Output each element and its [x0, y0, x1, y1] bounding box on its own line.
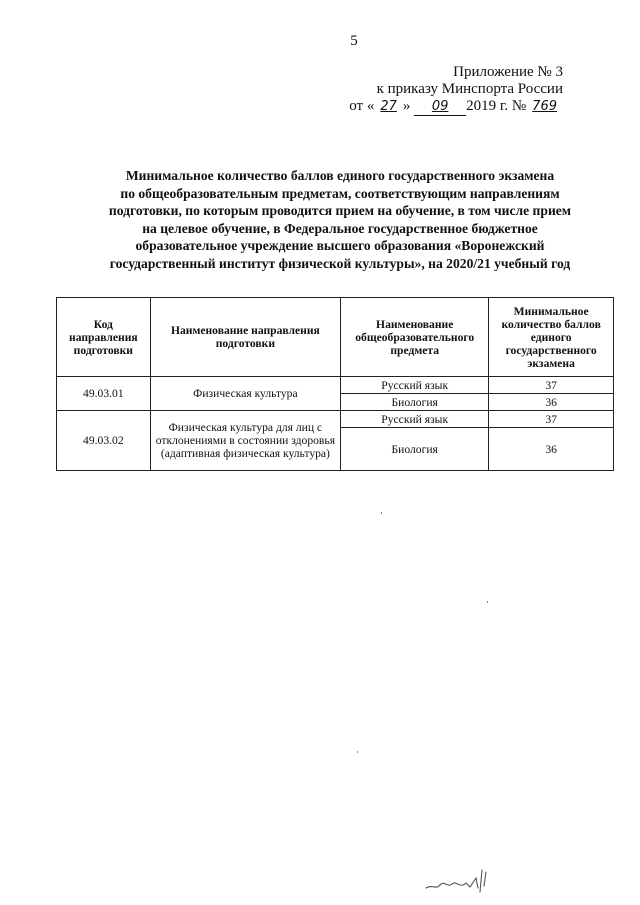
appendix-line-2: к приказу Минспорта России — [376, 81, 563, 97]
date-mid: » — [402, 98, 411, 114]
signature-scribble — [424, 866, 494, 894]
direction-name: Физическая культура для лиц с отклонениями в состоянии здоровья (адаптивная физическая культура) — [150, 411, 340, 471]
title-line: Минимальное количество баллов единого государственного экзамена — [125, 168, 555, 183]
header-direction-name: Наименование направления подготовки — [150, 298, 340, 377]
table-row — [57, 377, 614, 394]
document-title — [60, 167, 620, 273]
table-row — [57, 411, 614, 428]
date-day-handwritten: 27 — [380, 99, 397, 114]
scan-speck — [357, 751, 358, 753]
table-header-row — [57, 298, 614, 377]
min-score: 36 — [489, 428, 614, 471]
scan-speck — [381, 512, 382, 514]
header-code: Код направления подготовки — [57, 298, 151, 377]
date-month-handwritten: 09 — [431, 99, 449, 114]
title-line: по общеобразовательным предметам, соответствующим направлениям — [120, 185, 560, 201]
subject-name: Русский язык — [341, 377, 489, 394]
title-line: подготовки, по которым проводится прием на обучение, в том числе прием — [108, 203, 572, 219]
direction-name: Физическая культура — [150, 377, 340, 411]
direction-code: 49.03.02 — [57, 411, 151, 471]
scores-table — [56, 297, 614, 471]
order-number-handwritten: 769 — [532, 99, 557, 114]
appendix-date-line — [303, 98, 563, 116]
subject-name: Русский язык — [341, 411, 489, 428]
direction-code: 49.03.01 — [57, 377, 151, 411]
min-score: 37 — [489, 411, 614, 428]
title-line: на целевое обучение, в Федеральное государственное бюджетное — [142, 220, 538, 236]
date-year: 2019 г. № — [466, 98, 527, 114]
date-month-field — [414, 98, 466, 116]
header-min-score: Минимальное количество баллов единого государственного экзамена — [489, 298, 614, 377]
subject-name: Биология — [341, 428, 489, 471]
min-score: 36 — [489, 394, 614, 411]
appendix-line-1: Приложение № 3 — [453, 64, 563, 80]
appendix-block — [303, 64, 563, 116]
subject-name: Биология — [341, 394, 489, 411]
title-line: образовательное учреждение высшего образования «Воронежский — [135, 238, 545, 254]
title-line: государственный институт физической культуры», на 2020/21 учебный год — [109, 255, 571, 271]
header-subject: Наименование общеобразовательного предмета — [341, 298, 489, 377]
page-number: 5 — [350, 33, 358, 49]
min-score: 37 — [489, 377, 614, 394]
scan-speck — [487, 601, 488, 603]
date-prefix: от « — [349, 98, 375, 114]
